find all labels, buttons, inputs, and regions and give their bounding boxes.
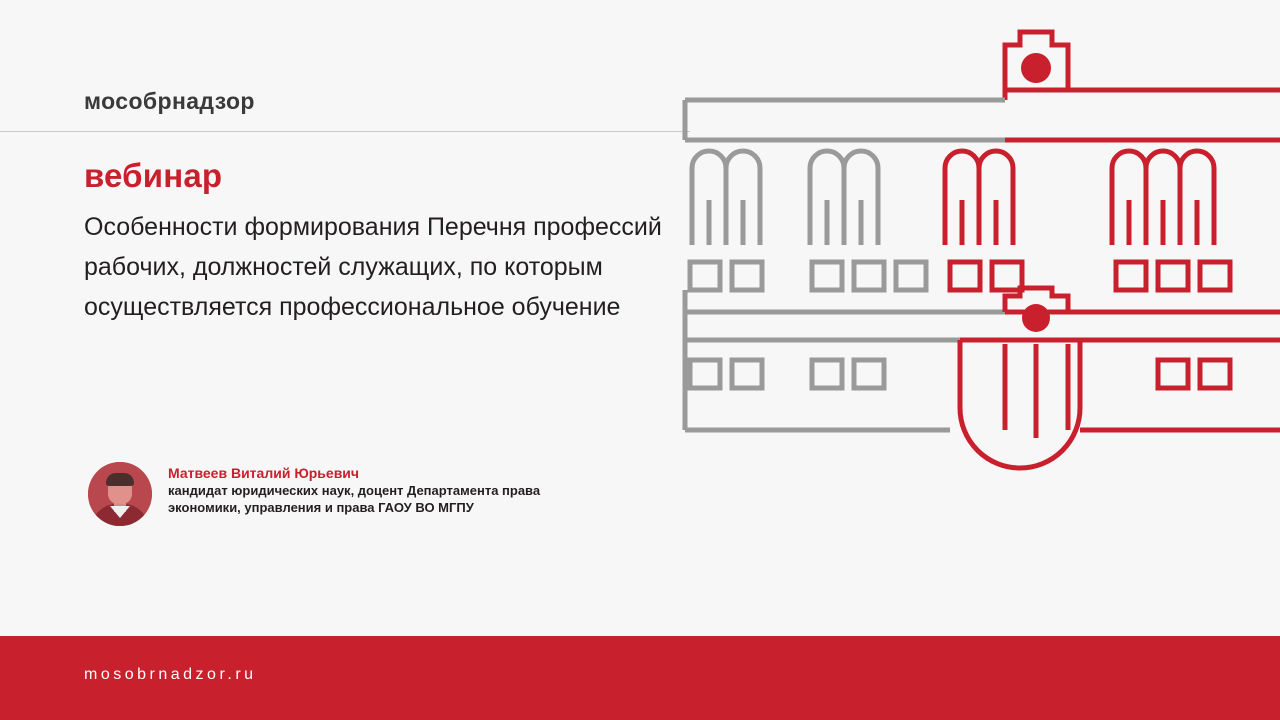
footer-bar — [0, 636, 1280, 720]
presenter-title-line1: кандидат юридических наук, доцент Департамента права — [168, 483, 541, 498]
presenter-block — [88, 462, 540, 526]
building-facade-outline — [660, 0, 1280, 500]
presenter-details — [168, 462, 540, 516]
header-divider — [0, 131, 690, 132]
building-facade-illustration — [660, 0, 1280, 500]
brand-title: мособрнадзор — [84, 88, 255, 114]
avatar — [88, 462, 152, 526]
avatar-hair — [106, 473, 134, 486]
page-title: Особенности формирования Перечня профессий рабочих, должностей служащих, по которым осуществляется профессиональное обучение — [84, 213, 662, 321]
presenter-name: Матвеев Виталий Юрьевич — [168, 465, 360, 481]
footer-website-url: mosobrnadzor.ru — [84, 666, 257, 683]
slide-kicker: вебинар — [84, 157, 223, 194]
presenter-title-line2: экономики, управления и права ГАОУ ВО МГПУ — [168, 500, 474, 515]
